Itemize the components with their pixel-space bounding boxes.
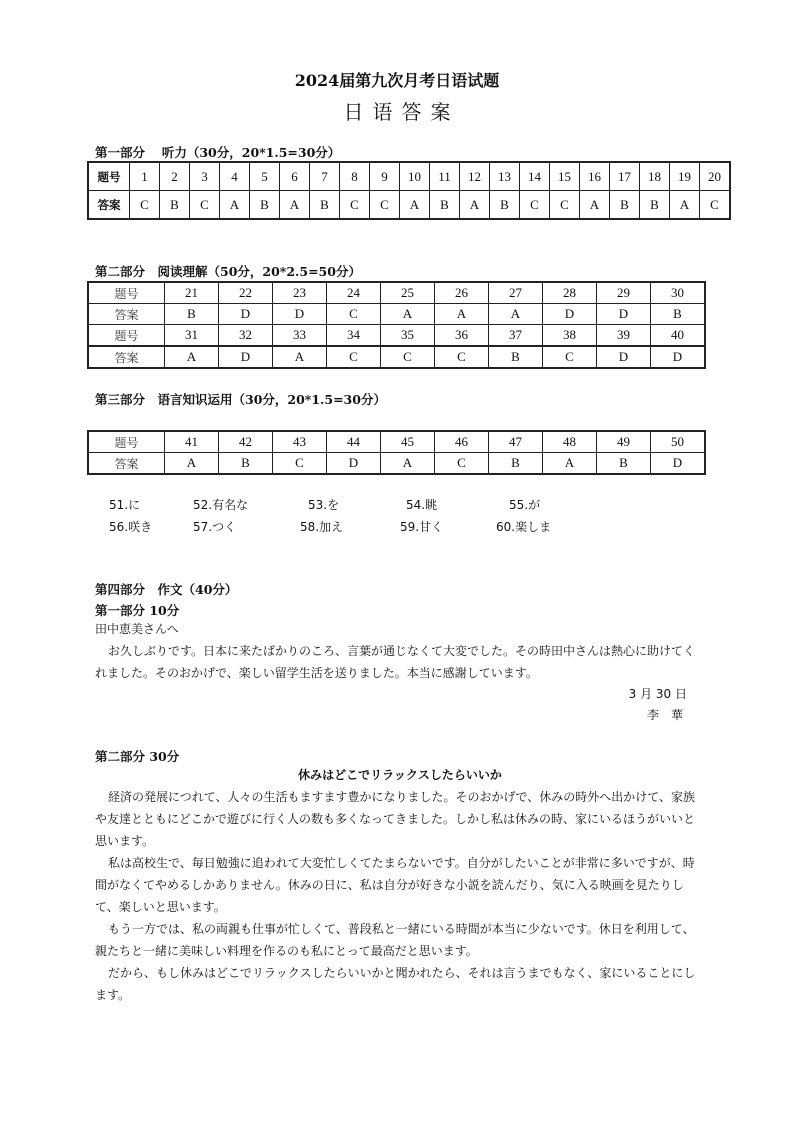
row-label: 答案 bbox=[88, 191, 130, 220]
answer-cell: D bbox=[597, 304, 651, 325]
part3-answer-table bbox=[87, 430, 706, 475]
answer-cell: A bbox=[220, 191, 250, 220]
answer-cell: A bbox=[273, 346, 327, 368]
table-row-answers bbox=[88, 191, 730, 220]
question-cell: 10 bbox=[400, 162, 430, 191]
question-cell: 43 bbox=[273, 431, 327, 453]
answer-cell: A bbox=[280, 191, 310, 220]
answer-cell: C bbox=[190, 191, 220, 220]
fill-answer-57: 57.つく bbox=[193, 520, 237, 534]
question-cell: 17 bbox=[610, 162, 640, 191]
answer-cell: C bbox=[543, 346, 597, 368]
part2-answer-table bbox=[87, 281, 706, 369]
answer-cell: A bbox=[543, 453, 597, 475]
row-label: 答案 bbox=[88, 304, 165, 325]
question-cell: 42 bbox=[219, 431, 273, 453]
answer-cell: D bbox=[543, 304, 597, 325]
question-cell: 30 bbox=[651, 282, 706, 304]
question-cell: 39 bbox=[597, 325, 651, 347]
essay-body bbox=[95, 786, 705, 1006]
answer-cell: C bbox=[130, 191, 160, 220]
answer-cell: D bbox=[651, 453, 706, 475]
question-cell: 14 bbox=[520, 162, 550, 191]
letter-signature: 李 華 bbox=[646, 708, 683, 722]
question-cell: 18 bbox=[640, 162, 670, 191]
answer-cell: D bbox=[597, 346, 651, 368]
part1-answer-table bbox=[87, 161, 731, 220]
answer-cell: A bbox=[165, 346, 219, 368]
answer-cell: A bbox=[580, 191, 610, 220]
answer-cell: A bbox=[670, 191, 700, 220]
question-cell: 22 bbox=[219, 282, 273, 304]
question-cell: 33 bbox=[273, 325, 327, 347]
essay-title: 休みはどこでリラックスしたらいいか bbox=[298, 768, 502, 782]
essay-paragraph: 私は高校生で、毎日勉強に追われて大変忙しくてたまらないです。自分がしたいことが非常に多いですが、時間がなくてやめるしかありません。休みの日に、私は自分が好きな小説を読んだり、気に入る映画を見たりして、楽しいと思います。 bbox=[95, 856, 695, 914]
answer-cell: B bbox=[489, 453, 543, 475]
row-label: 题号 bbox=[88, 325, 165, 347]
answer-cell: C bbox=[700, 191, 731, 220]
answer-cell: C bbox=[381, 346, 435, 368]
letter-body: お久しぶりです。日本に来たばかりのころ、言葉が通じなくて大変でした。その時田中さんは熱心に助けてくれました。そのおかげで、楽しい留学生活を送りました。本当に感謝しています。 bbox=[95, 644, 696, 680]
question-cell: 8 bbox=[340, 162, 370, 191]
answer-cell: B bbox=[597, 453, 651, 475]
question-cell: 21 bbox=[165, 282, 219, 304]
question-cell: 47 bbox=[489, 431, 543, 453]
question-cell: 1 bbox=[130, 162, 160, 191]
answer-cell: A bbox=[460, 191, 490, 220]
part4-sub2-heading: 第二部分 30分 bbox=[95, 749, 180, 764]
question-cell: 6 bbox=[280, 162, 310, 191]
question-cell: 12 bbox=[460, 162, 490, 191]
answer-cell: B bbox=[640, 191, 670, 220]
question-cell: 16 bbox=[580, 162, 610, 191]
essay-paragraph: もう一方では、私の両親も仕事が忙しくて、普段私と一緒にいる時間が本当に少ないです。休日を利用して、親たちと一緒に美味しい料理を作るのも私にとって最高だと思います。 bbox=[95, 922, 695, 958]
table-row-answers bbox=[88, 346, 705, 368]
question-cell: 44 bbox=[327, 431, 381, 453]
question-cell: 40 bbox=[651, 325, 706, 347]
question-cell: 36 bbox=[435, 325, 489, 347]
question-cell: 19 bbox=[670, 162, 700, 191]
answer-cell: D bbox=[219, 346, 273, 368]
row-label: 答案 bbox=[88, 453, 165, 475]
question-cell: 7 bbox=[310, 162, 340, 191]
row-label: 题号 bbox=[88, 162, 130, 191]
question-cell: 49 bbox=[597, 431, 651, 453]
table-row-questions bbox=[88, 282, 705, 304]
answer-cell: C bbox=[550, 191, 580, 220]
question-cell: 23 bbox=[273, 282, 327, 304]
question-cell: 48 bbox=[543, 431, 597, 453]
table-row-questions bbox=[88, 162, 730, 191]
question-cell: 4 bbox=[220, 162, 250, 191]
fill-answer-54: 54.眺 bbox=[406, 498, 438, 512]
table-row-answers bbox=[88, 453, 705, 475]
answer-cell: A bbox=[381, 453, 435, 475]
fill-answer-53: 53.を bbox=[308, 498, 340, 512]
question-cell: 31 bbox=[165, 325, 219, 347]
fill-answer-60: 60.楽しま bbox=[496, 520, 552, 534]
question-cell: 38 bbox=[543, 325, 597, 347]
answer-cell: D bbox=[273, 304, 327, 325]
answer-cell: A bbox=[489, 304, 543, 325]
answer-cell: B bbox=[489, 346, 543, 368]
essay-paragraph: 経済の発展につれて、人々の生活もますます豊かになりました。そのおかげで、休みの時外へ出かけて、家族や友達とともにどこかで遊びに行く人の数も多くなってきました。しかし私は休みの時、家にいるほうがいいと思います。 bbox=[95, 790, 696, 848]
question-cell: 15 bbox=[550, 162, 580, 191]
row-label: 题号 bbox=[88, 431, 165, 453]
question-cell: 9 bbox=[370, 162, 400, 191]
question-cell: 11 bbox=[430, 162, 460, 191]
question-cell: 24 bbox=[327, 282, 381, 304]
answer-cell: C bbox=[520, 191, 550, 220]
fill-answer-51: 51.に bbox=[109, 498, 141, 512]
question-cell: 45 bbox=[381, 431, 435, 453]
answer-cell: C bbox=[273, 453, 327, 475]
question-cell: 37 bbox=[489, 325, 543, 347]
question-cell: 13 bbox=[490, 162, 520, 191]
answer-cell: B bbox=[651, 304, 706, 325]
part1-heading: 第一部分 听力（30分，20*1.5=30分） bbox=[95, 145, 341, 160]
answer-cell: D bbox=[327, 453, 381, 475]
answer-cell: B bbox=[610, 191, 640, 220]
letter-salutation: 田中恵美さんへ bbox=[95, 622, 179, 636]
answer-cell: A bbox=[165, 453, 219, 475]
table-row-questions bbox=[88, 431, 705, 453]
fill-answer-59: 59.甘く bbox=[400, 520, 444, 534]
question-cell: 41 bbox=[165, 431, 219, 453]
answer-cell: A bbox=[435, 304, 489, 325]
fill-answer-58: 58.加え bbox=[300, 520, 344, 534]
answer-cell: B bbox=[165, 304, 219, 325]
question-cell: 35 bbox=[381, 325, 435, 347]
answer-cell: D bbox=[651, 346, 706, 368]
table-row-questions bbox=[88, 325, 705, 347]
answer-cell: C bbox=[327, 304, 381, 325]
question-cell: 3 bbox=[190, 162, 220, 191]
answer-cell: B bbox=[219, 453, 273, 475]
answer-cell: C bbox=[370, 191, 400, 220]
answer-cell: B bbox=[430, 191, 460, 220]
question-cell: 50 bbox=[651, 431, 706, 453]
fill-answer-56: 56.咲き bbox=[109, 520, 153, 534]
answer-cell: C bbox=[435, 346, 489, 368]
question-cell: 46 bbox=[435, 431, 489, 453]
letter-date: 3 月 30 日 bbox=[628, 687, 687, 701]
answer-cell: B bbox=[250, 191, 280, 220]
answer-cell: B bbox=[160, 191, 190, 220]
essay-paragraph: だから、もし休みはどこでリラックスしたらいいかと聞かれたら、それは言うまでもなく、家にいることにします。 bbox=[95, 966, 696, 1002]
part3-heading: 第三部分 语言知识运用（30分，20*1.5=30分） bbox=[95, 392, 386, 407]
table-row-answers bbox=[88, 304, 705, 325]
question-cell: 29 bbox=[597, 282, 651, 304]
fill-answer-55: 55.が bbox=[509, 498, 541, 512]
question-cell: 2 bbox=[160, 162, 190, 191]
part4-sub1-heading: 第一部分 10分 bbox=[95, 603, 180, 618]
answer-cell: B bbox=[310, 191, 340, 220]
question-cell: 25 bbox=[381, 282, 435, 304]
question-cell: 32 bbox=[219, 325, 273, 347]
document-title: 2024届第九次月考日语试题 bbox=[294, 71, 500, 90]
question-cell: 27 bbox=[489, 282, 543, 304]
document-subtitle: 日语答案 bbox=[343, 100, 460, 124]
question-cell: 28 bbox=[543, 282, 597, 304]
answer-cell: B bbox=[490, 191, 520, 220]
part4-heading: 第四部分 作文（40分） bbox=[95, 582, 238, 597]
row-label: 答案 bbox=[88, 346, 165, 368]
row-label: 题号 bbox=[88, 282, 165, 304]
answer-cell: C bbox=[340, 191, 370, 220]
answer-cell: A bbox=[381, 304, 435, 325]
answer-cell: D bbox=[219, 304, 273, 325]
answer-cell: C bbox=[435, 453, 489, 475]
answer-cell: A bbox=[400, 191, 430, 220]
part2-heading: 第二部分 阅读理解（50分，20*2.5=50分） bbox=[95, 264, 361, 279]
question-cell: 5 bbox=[250, 162, 280, 191]
fill-answer-52: 52.有名な bbox=[193, 498, 249, 512]
answer-cell: C bbox=[327, 346, 381, 368]
question-cell: 34 bbox=[327, 325, 381, 347]
question-cell: 26 bbox=[435, 282, 489, 304]
question-cell: 20 bbox=[700, 162, 731, 191]
